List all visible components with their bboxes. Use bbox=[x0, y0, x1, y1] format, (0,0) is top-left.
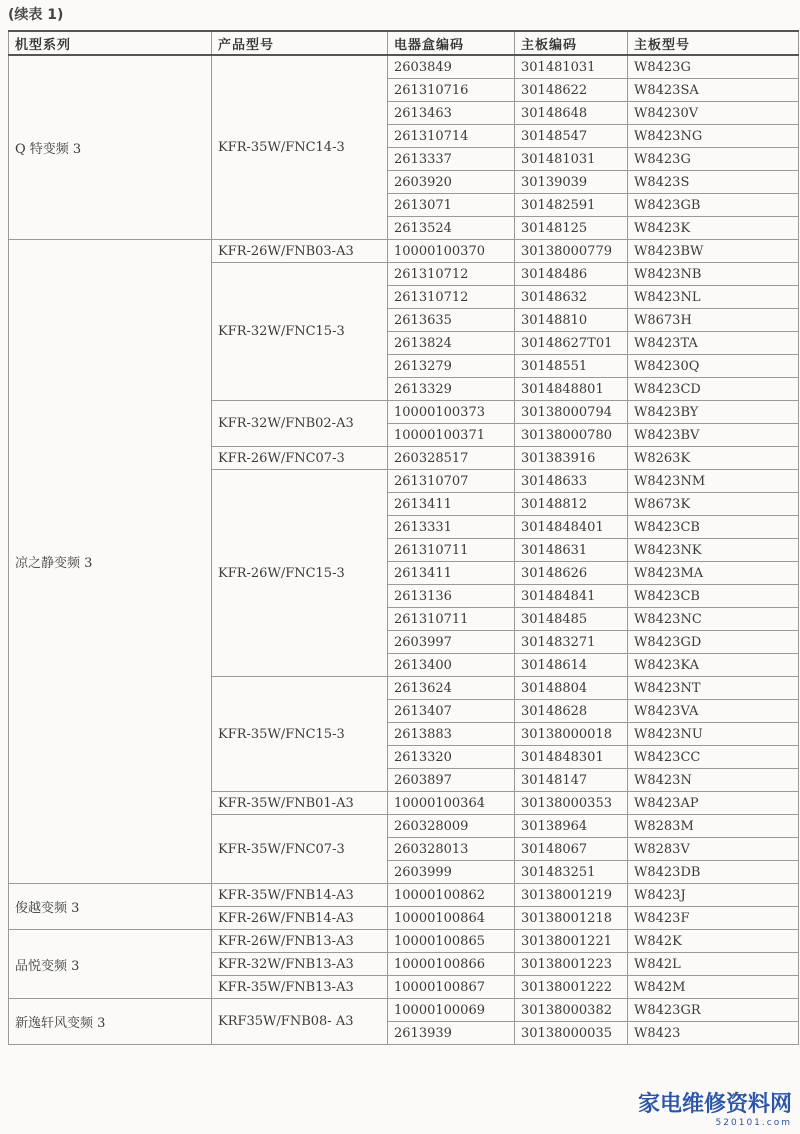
board-code-cell: 30148547 bbox=[515, 125, 628, 148]
board-model-cell: W8423NU bbox=[628, 723, 799, 746]
control-box-code-cell: 2613524 bbox=[388, 217, 515, 240]
board-model-cell: W8423CD bbox=[628, 378, 799, 401]
control-box-code-cell: 2613136 bbox=[388, 585, 515, 608]
board-model-cell: W8423VA bbox=[628, 700, 799, 723]
board-model-cell: W8423CB bbox=[628, 585, 799, 608]
board-code-cell: 30138001219 bbox=[515, 884, 628, 907]
board-code-cell: 30138001223 bbox=[515, 953, 628, 976]
board-code-cell: 30148485 bbox=[515, 608, 628, 631]
board-code-cell: 30148810 bbox=[515, 309, 628, 332]
table-header-row bbox=[9, 31, 799, 55]
control-box-code-cell: 2613883 bbox=[388, 723, 515, 746]
board-model-cell: W8423BW bbox=[628, 240, 799, 263]
control-box-code-cell: 2613071 bbox=[388, 194, 515, 217]
table-row bbox=[9, 884, 799, 907]
product-model-cell: KFR-26W/FNC07-3 bbox=[212, 447, 388, 470]
product-model-cell: KFR-26W/FNB03-A3 bbox=[212, 240, 388, 263]
product-model-cell: KFR-26W/FNC15-3 bbox=[212, 470, 388, 677]
control-box-code-cell: 10000100364 bbox=[388, 792, 515, 815]
board-model-cell: W8423J bbox=[628, 884, 799, 907]
board-model-cell: W8423CC bbox=[628, 746, 799, 769]
control-box-code-cell: 2603920 bbox=[388, 171, 515, 194]
board-model-cell: W8423TA bbox=[628, 332, 799, 355]
board-code-cell: 3014848301 bbox=[515, 746, 628, 769]
board-model-cell: W842M bbox=[628, 976, 799, 999]
control-box-code-cell: 2613411 bbox=[388, 562, 515, 585]
control-box-code-cell: 260328013 bbox=[388, 838, 515, 861]
board-code-cell: 30138964 bbox=[515, 815, 628, 838]
board-model-cell: W8423NG bbox=[628, 125, 799, 148]
control-box-code-cell: 10000100864 bbox=[388, 907, 515, 930]
control-box-code-cell: 2613635 bbox=[388, 309, 515, 332]
board-code-cell: 30138000035 bbox=[515, 1022, 628, 1045]
control-box-code-cell: 10000100370 bbox=[388, 240, 515, 263]
board-model-cell: W8283M bbox=[628, 815, 799, 838]
board-code-cell: 301483251 bbox=[515, 861, 628, 884]
board-code-cell: 30148804 bbox=[515, 677, 628, 700]
control-box-code-cell: 10000100373 bbox=[388, 401, 515, 424]
board-code-cell: 301383916 bbox=[515, 447, 628, 470]
board-model-cell: W8423DB bbox=[628, 861, 799, 884]
control-box-code-cell: 2603997 bbox=[388, 631, 515, 654]
product-model-cell: KFR-32W/FNB02-A3 bbox=[212, 401, 388, 447]
mainboard-table bbox=[8, 30, 799, 1045]
board-model-cell: W8423NB bbox=[628, 263, 799, 286]
board-model-cell: W8423N bbox=[628, 769, 799, 792]
board-code-cell: 30148631 bbox=[515, 539, 628, 562]
board-code-cell: 30148551 bbox=[515, 355, 628, 378]
control-box-code-cell: 2613279 bbox=[388, 355, 515, 378]
product-model-cell: KFR-26W/FNB13-A3 bbox=[212, 930, 388, 953]
board-code-cell: 30138000353 bbox=[515, 792, 628, 815]
product-model-cell: KFR-35W/FNB01-A3 bbox=[212, 792, 388, 815]
board-model-cell: W8423K bbox=[628, 217, 799, 240]
board-code-cell: 301482591 bbox=[515, 194, 628, 217]
board-code-cell: 30138000780 bbox=[515, 424, 628, 447]
board-code-cell: 30148486 bbox=[515, 263, 628, 286]
product-model-cell: KFR-35W/FNC14-3 bbox=[212, 55, 388, 240]
board-model-cell: W8423G bbox=[628, 55, 799, 79]
control-box-code-cell: 2613939 bbox=[388, 1022, 515, 1045]
board-model-cell: W842K bbox=[628, 930, 799, 953]
control-box-code-cell: 10000100371 bbox=[388, 424, 515, 447]
board-code-cell: 30138000779 bbox=[515, 240, 628, 263]
control-box-code-cell: 10000100866 bbox=[388, 953, 515, 976]
board-code-cell: 30148632 bbox=[515, 286, 628, 309]
board-code-cell: 30138001222 bbox=[515, 976, 628, 999]
board-code-cell: 30148622 bbox=[515, 79, 628, 102]
board-model-cell: W8423GR bbox=[628, 999, 799, 1022]
board-code-cell: 301481031 bbox=[515, 148, 628, 171]
control-box-code-cell: 2613337 bbox=[388, 148, 515, 171]
board-model-cell: W8423GB bbox=[628, 194, 799, 217]
board-model-cell: W8423NL bbox=[628, 286, 799, 309]
watermark-logo: 家电维修资料网 520101.com bbox=[637, 1092, 792, 1128]
control-box-code-cell: 2613407 bbox=[388, 700, 515, 723]
board-model-cell: W8423MA bbox=[628, 562, 799, 585]
table-row bbox=[9, 55, 799, 79]
series-cell: 俊越变频 3 bbox=[9, 884, 212, 930]
board-model-cell: W8673H bbox=[628, 309, 799, 332]
board-code-cell: 30138000382 bbox=[515, 999, 628, 1022]
board-model-cell: W8423GD bbox=[628, 631, 799, 654]
board-model-cell: W8423BY bbox=[628, 401, 799, 424]
product-model-cell: KFR-35W/FNC07-3 bbox=[212, 815, 388, 884]
board-code-cell: 30138001221 bbox=[515, 930, 628, 953]
control-box-code-cell: 10000100862 bbox=[388, 884, 515, 907]
series-cell: Q 特变频 3 bbox=[9, 55, 212, 240]
series-cell: 新逸轩风变频 3 bbox=[9, 999, 212, 1045]
board-model-cell: W8263K bbox=[628, 447, 799, 470]
control-box-code-cell: 261310712 bbox=[388, 263, 515, 286]
board-code-cell: 30138001218 bbox=[515, 907, 628, 930]
table-row bbox=[9, 999, 799, 1022]
board-model-cell: W842L bbox=[628, 953, 799, 976]
control-box-code-cell: 261310711 bbox=[388, 539, 515, 562]
board-model-cell: W8423 bbox=[628, 1022, 799, 1045]
board-model-cell: W8423KA bbox=[628, 654, 799, 677]
board-model-cell: W8423NC bbox=[628, 608, 799, 631]
header-series: 机型系列 bbox=[9, 31, 212, 55]
control-box-code-cell: 2603849 bbox=[388, 55, 515, 79]
control-box-code-cell: 2613320 bbox=[388, 746, 515, 769]
table-row bbox=[9, 240, 799, 263]
board-model-cell: W8423CB bbox=[628, 516, 799, 539]
product-model-cell: KFR-35W/FNC15-3 bbox=[212, 677, 388, 792]
control-box-code-cell: 261310714 bbox=[388, 125, 515, 148]
control-box-code-cell: 261310711 bbox=[388, 608, 515, 631]
board-model-cell: W8423BV bbox=[628, 424, 799, 447]
series-cell: 品悦变频 3 bbox=[9, 930, 212, 999]
header-control-box-code: 电器盒编码 bbox=[388, 31, 515, 55]
board-code-cell: 30148627T01 bbox=[515, 332, 628, 355]
board-model-cell: W8673K bbox=[628, 493, 799, 516]
control-box-code-cell: 10000100867 bbox=[388, 976, 515, 999]
table-row bbox=[9, 930, 799, 953]
board-model-cell: W84230V bbox=[628, 102, 799, 125]
board-code-cell: 30138000794 bbox=[515, 401, 628, 424]
table-caption: (续表 1) bbox=[8, 7, 64, 23]
board-code-cell: 3014848801 bbox=[515, 378, 628, 401]
board-code-cell: 30148067 bbox=[515, 838, 628, 861]
board-code-cell: 30139039 bbox=[515, 171, 628, 194]
header-product-model: 产品型号 bbox=[212, 31, 388, 55]
control-box-code-cell: 2603897 bbox=[388, 769, 515, 792]
board-model-cell: W8423NT bbox=[628, 677, 799, 700]
control-box-code-cell: 2603999 bbox=[388, 861, 515, 884]
control-box-code-cell: 261310712 bbox=[388, 286, 515, 309]
board-code-cell: 301481031 bbox=[515, 55, 628, 79]
board-model-cell: W8423F bbox=[628, 907, 799, 930]
table-body bbox=[9, 55, 799, 1045]
control-box-code-cell: 10000100069 bbox=[388, 999, 515, 1022]
board-code-cell: 30148125 bbox=[515, 217, 628, 240]
board-code-cell: 301483271 bbox=[515, 631, 628, 654]
board-model-cell: W8283V bbox=[628, 838, 799, 861]
board-code-cell: 30138000018 bbox=[515, 723, 628, 746]
control-box-code-cell: 2613411 bbox=[388, 493, 515, 516]
control-box-code-cell: 10000100865 bbox=[388, 930, 515, 953]
series-cell: 凉之静变频 3 bbox=[9, 240, 212, 884]
control-box-code-cell: 2613624 bbox=[388, 677, 515, 700]
board-model-cell: W84230Q bbox=[628, 355, 799, 378]
product-model-cell: KFR-26W/FNB14-A3 bbox=[212, 907, 388, 930]
product-model-cell: KFR-32W/FNC15-3 bbox=[212, 263, 388, 401]
board-code-cell: 301484841 bbox=[515, 585, 628, 608]
control-box-code-cell: 260328517 bbox=[388, 447, 515, 470]
product-model-cell: KFR-35W/FNB14-A3 bbox=[212, 884, 388, 907]
control-box-code-cell: 2613824 bbox=[388, 332, 515, 355]
board-model-cell: W8423NK bbox=[628, 539, 799, 562]
board-code-cell: 30148648 bbox=[515, 102, 628, 125]
control-box-code-cell: 261310707 bbox=[388, 470, 515, 493]
product-model-cell: KRF35W/FNB08- A3 bbox=[212, 999, 388, 1045]
board-model-cell: W8423NM bbox=[628, 470, 799, 493]
board-code-cell: 30148626 bbox=[515, 562, 628, 585]
control-box-code-cell: 260328009 bbox=[388, 815, 515, 838]
product-model-cell: KFR-32W/FNB13-A3 bbox=[212, 953, 388, 976]
control-box-code-cell: 2613463 bbox=[388, 102, 515, 125]
board-code-cell: 30148614 bbox=[515, 654, 628, 677]
board-code-cell: 30148633 bbox=[515, 470, 628, 493]
control-box-code-cell: 261310716 bbox=[388, 79, 515, 102]
board-model-cell: W8423AP bbox=[628, 792, 799, 815]
control-box-code-cell: 2613400 bbox=[388, 654, 515, 677]
control-box-code-cell: 2613329 bbox=[388, 378, 515, 401]
board-code-cell: 3014848401 bbox=[515, 516, 628, 539]
board-model-cell: W8423S bbox=[628, 171, 799, 194]
board-model-cell: W8423G bbox=[628, 148, 799, 171]
product-model-cell: KFR-35W/FNB13-A3 bbox=[212, 976, 388, 999]
board-code-cell: 30148628 bbox=[515, 700, 628, 723]
control-box-code-cell: 2613331 bbox=[388, 516, 515, 539]
board-code-cell: 30148147 bbox=[515, 769, 628, 792]
board-model-cell: W8423SA bbox=[628, 79, 799, 102]
header-board-code: 主板编码 bbox=[515, 31, 628, 55]
header-board-model: 主板型号 bbox=[628, 31, 799, 55]
board-code-cell: 30148812 bbox=[515, 493, 628, 516]
